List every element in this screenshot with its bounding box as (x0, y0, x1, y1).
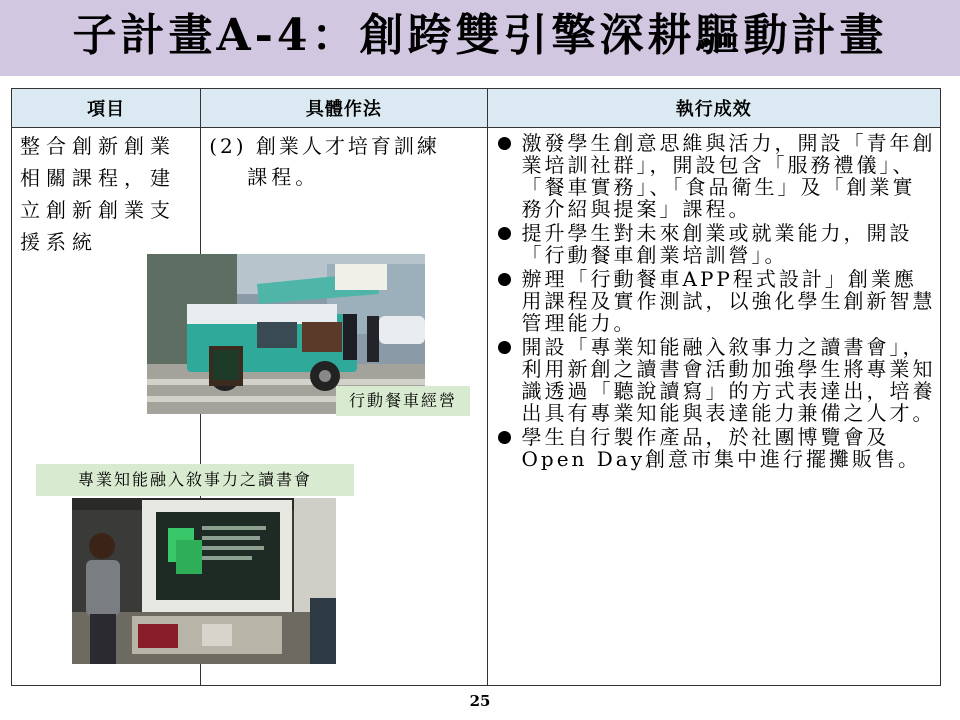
list-item: 提升學生對未來創業或就業能力，開設「行動餐車創業培訓營」。 (496, 222, 937, 266)
method-line-2: 課程。 (247, 165, 320, 189)
table-header-row (12, 89, 941, 128)
header-result: 執行成效 (487, 89, 941, 128)
food-truck-caption: 行動餐車經營 (336, 386, 470, 416)
bullet-icon (498, 273, 511, 286)
reading-club-caption: 專業知能融入敘事力之讀書會 (36, 464, 354, 496)
reading-club-photo (72, 498, 336, 664)
slide-title: 子計畫A-4：創跨雙引擎深耕驅動計畫 (72, 10, 888, 61)
bullet-icon (498, 431, 511, 444)
item-text: 整合創新創業相關課程，建立創新創業支援系統 (20, 134, 176, 254)
method-line-1: (2) 創業人才培育訓練 (209, 134, 440, 158)
bullet-icon (498, 341, 511, 354)
list-item: 開設「專業知能融入敘事力之讀書會」，利用新創之讀書會活動加強學生將專業知識透過「聽說讀寫」的方式表達出，培養出具有專業知能與表達能力兼備之人才。 (496, 336, 937, 424)
header-method: 具體作法 (201, 89, 487, 128)
list-item: 學生自行製作產品，於社團博覽會及Open Day創意市集中進行擺攤販售。 (496, 426, 937, 470)
list-item: 激發學生創意思維與活力，開設「青年創業培訓社群」，開設包含「服務禮儀」、「餐車實務」、「食品衛生」及「創業實務介紹與提案」課程。 (496, 132, 937, 220)
page-number: 25 (469, 692, 491, 710)
bullet-icon (498, 137, 511, 150)
result-list (488, 132, 941, 470)
header-item: 項目 (12, 89, 201, 128)
bullet-icon (498, 227, 511, 240)
result-cell (487, 128, 941, 686)
list-item: 辦理「行動餐車APP程式設計」創業應用課程及實作測試，以強化學生創新智慧管理能力。 (496, 268, 937, 334)
